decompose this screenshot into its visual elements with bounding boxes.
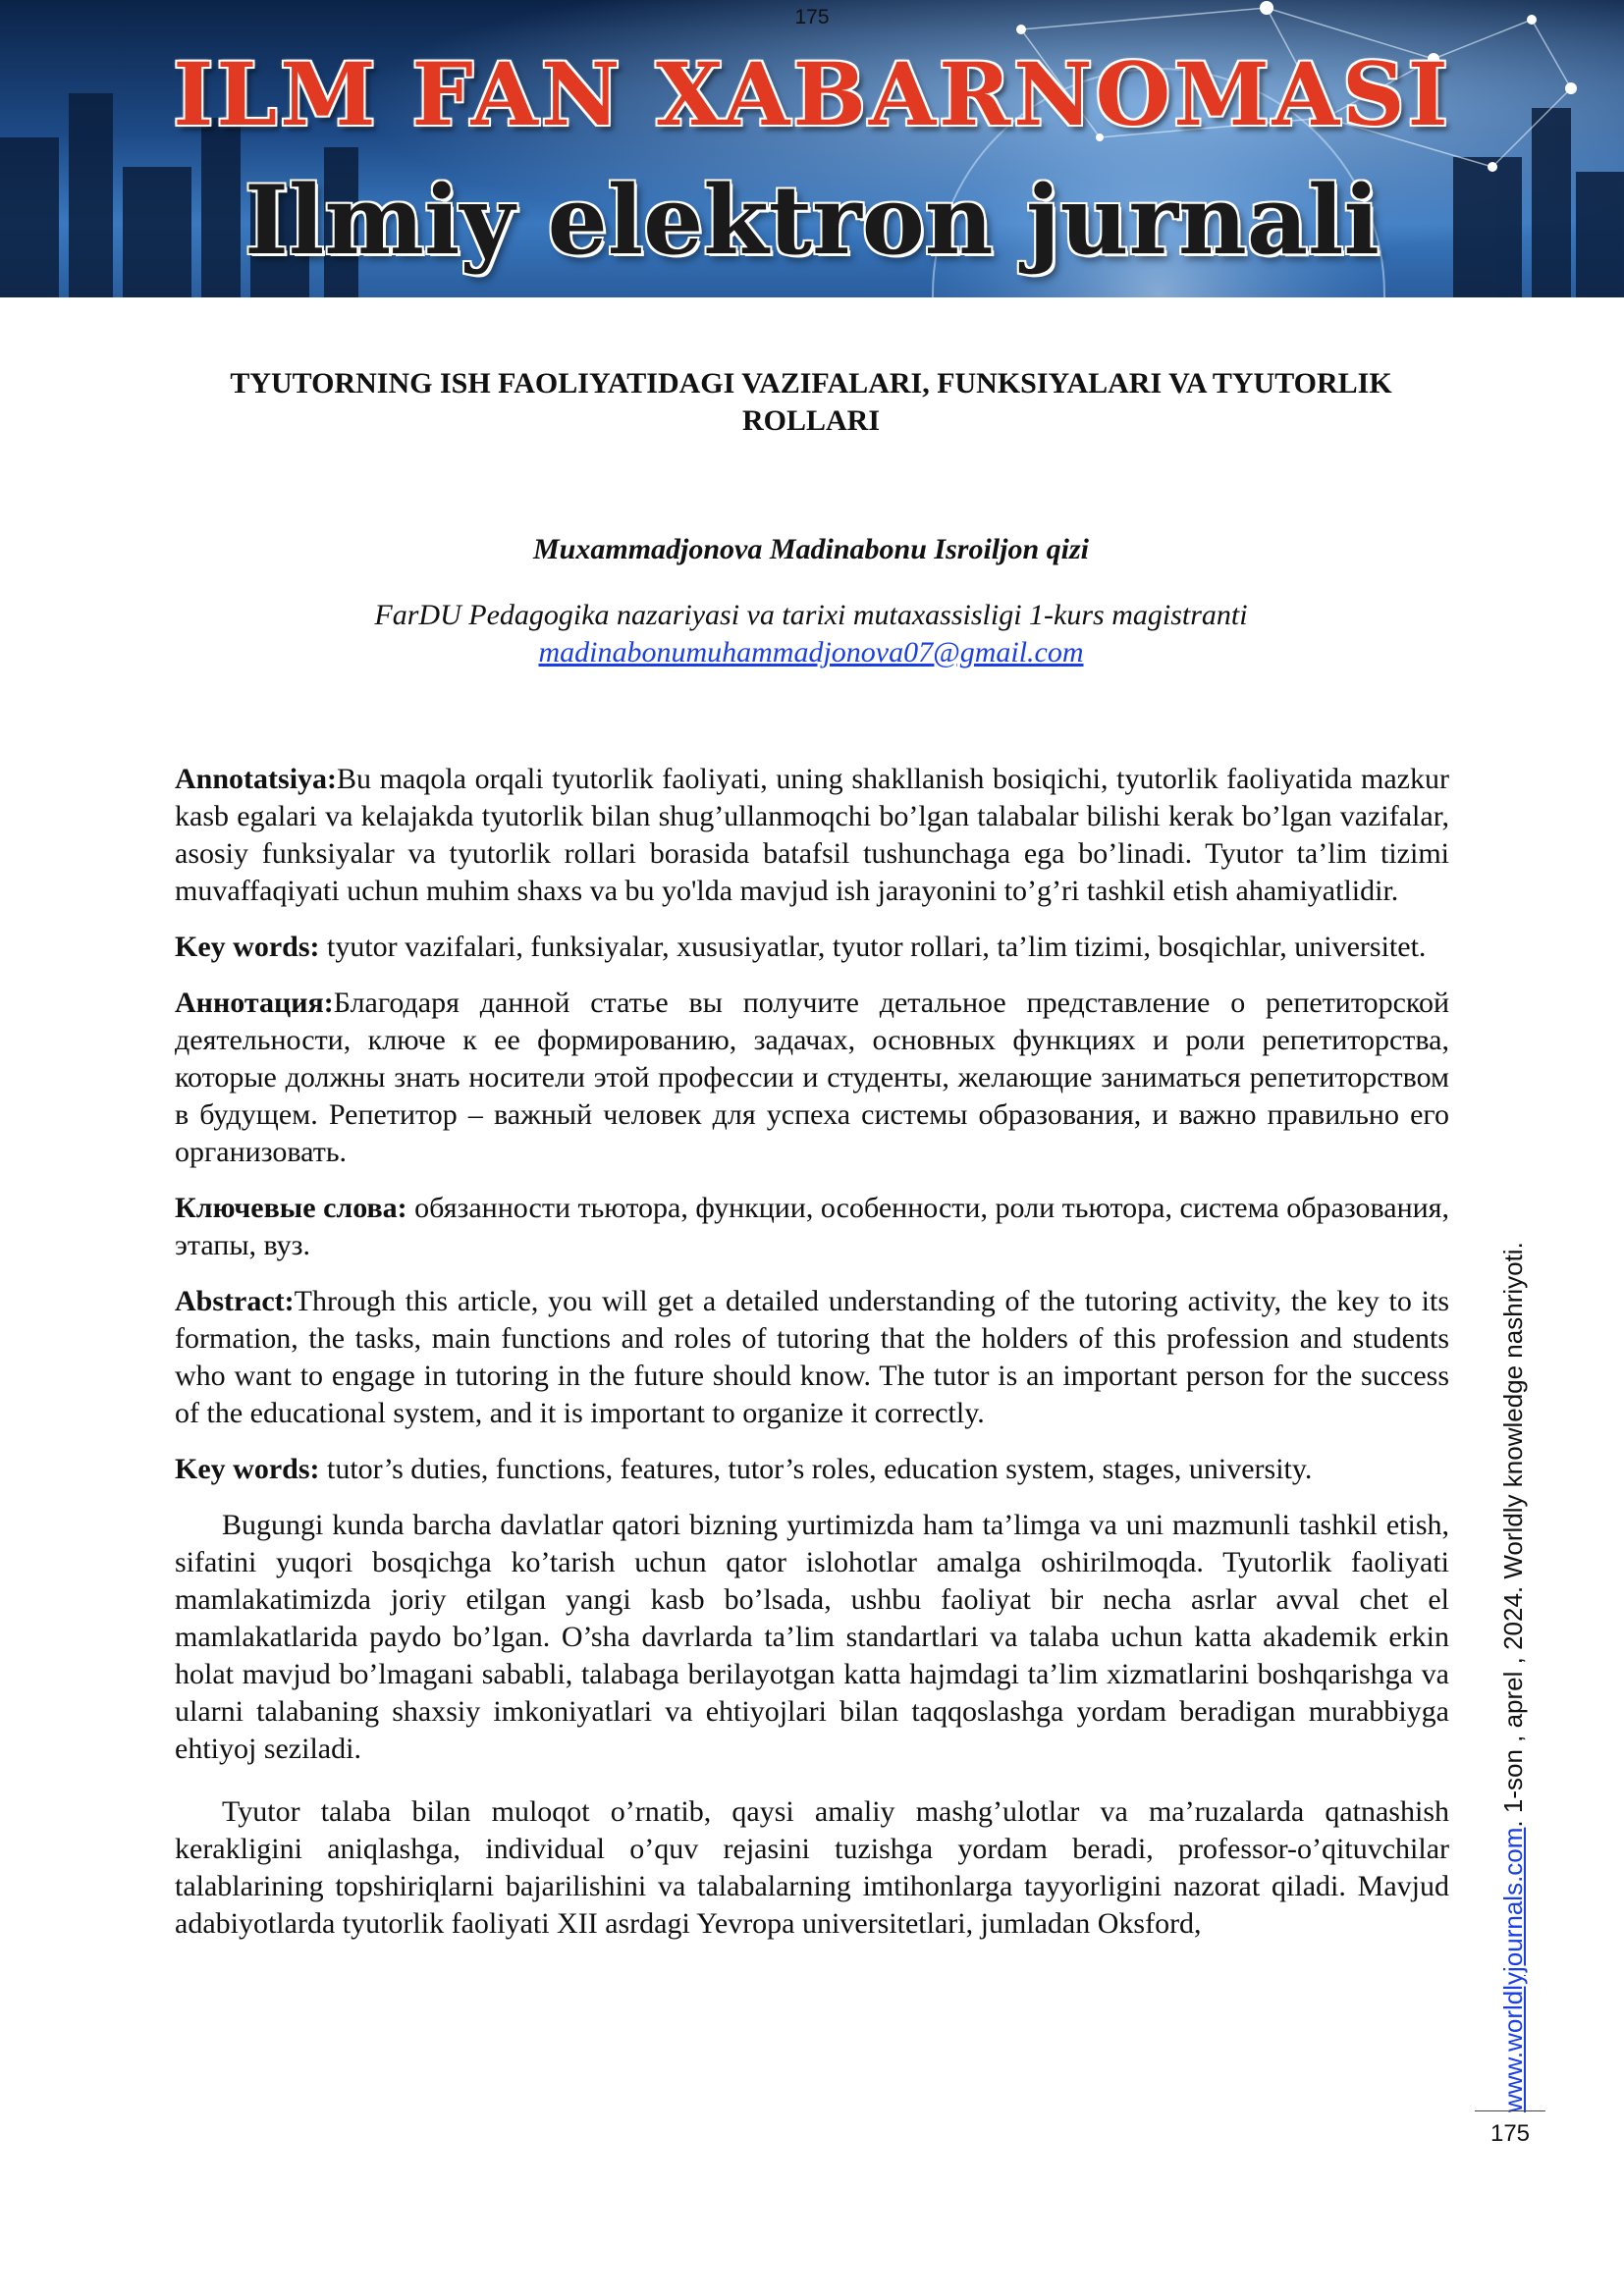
annotation-ru-label: Аннотация: bbox=[175, 987, 334, 1019]
annotation-ru bbox=[175, 985, 1449, 1171]
sidebar-website-link[interactable]: www.worldlyjournals.com bbox=[1498, 1827, 1528, 2112]
keywords-en bbox=[175, 1451, 1449, 1488]
keywords-ru-text: обязанности тьютора, функции, особенности, роли тьютора, система образования, этапы, вуз. bbox=[175, 1192, 1449, 1261]
abstract-en-text: Through this article, you will get a detailed understanding of the tutoring activity, the key to its formation, the tasks, main functions and roles of tutoring that the holders of this profession and students who want to engage in tutoring in the future should know. The tutor is an important person for the success of the educational system, and it is important to organize it correctly. bbox=[175, 1285, 1449, 1429]
journal-banner bbox=[0, 0, 1624, 297]
keywords-uz bbox=[175, 929, 1449, 966]
banner-journal-subtitle: Ilmiy elektron jurnali bbox=[244, 165, 1380, 276]
author-name: Muxammadjonova Madinabonu Isroiljon qizi bbox=[533, 533, 1089, 565]
banner-journal-name: ILM FAN XABARNOMASI bbox=[173, 43, 1451, 145]
annotation-uz bbox=[175, 761, 1449, 910]
abstract-en bbox=[175, 1283, 1449, 1432]
keywords-en-text: tutor’s duties, functions, features, tutor’s roles, education system, stages, university. bbox=[319, 1453, 1313, 1485]
keywords-uz-text: tyutor vazifalari, funksiyalar, xususiyatlar, tyutor rollari, ta’lim tizimi, bosqichlar, universitet. bbox=[319, 931, 1427, 963]
sidebar-issue-info: . 1-son , aprel , 2024. Worldly knowledge nashriyoti. bbox=[1498, 1242, 1528, 1828]
keywords-ru bbox=[175, 1190, 1449, 1264]
keywords-uz-label: Key words: bbox=[175, 931, 320, 963]
author-email-link[interactable]: madinabonumuhammadjonova07@gmail.com bbox=[538, 636, 1084, 668]
keywords-en-label: Key words: bbox=[175, 1453, 320, 1485]
annotation-ru-text: Благодаря данной статье вы получите детальное представление о репетиторской деятельности, ключе к ее формированию, задачах, основных функциях и роли репетиторства, которые должны знать носители этой профессии и студенты, желающие заниматься репетиторством в будущем. Репетитор – важный человек для успеха системы образования, и важно правильно его организовать. bbox=[175, 987, 1449, 1168]
sidebar-journal-info bbox=[1498, 1242, 1529, 2112]
body-paragraph: Tyutor talaba bilan muloqot o’rnatib, qaysi amaliy mashg’ulotlar va ma’ruzalarda qatnashish kerakligini aniqlashga, individual o’quv rejasini tuzishga yordam beradi, professor-o’qituvchilar talablarining topshiriqlarni bajarilishini va talabalarning imtihonlarga tayyorligini nazorat qiladi. Mavjud adabiyotlarda tyutorlik faoliyati XII asrdagi Yevropa universitetlari, jumladan Oksford, bbox=[175, 1795, 1449, 1940]
body-paragraph: Bugungi kunda barcha davlatlar qatori bizning yurtimizda ham ta’limga va uni mazmunli tashkil etish, sifatini yuqori bosqichga ko’tarish uchun qator islohotlar amalga oshirilmoqda. Tyutorlik faoliyati mamlakatimizda joriy etilgan yangi kasb bo’lsada, ushbu faoliyat bir necha asrlar avval chet el mamlakatlarida paydo bo’lgan. O’sha davrlarda ta’lim standartlari va talaba uchun katta akademik erkin holat mavjud bo’lmagani sababli, talabaga berilayotgan katta hajmdagi ta’lim xizmatlarini boshqarishga va ularni talabaning shaxsiy imkoniyatlari va ehtiyojlari bilan taqqoslashga yordam beradigan murabbiyga ehtiyoj seziladi. bbox=[175, 1509, 1449, 1765]
annotation-uz-text: Bu maqola orqali tyutorlik faoliyati, uning shakllanish bosiqichi, tyutorlik faoliyatida mazkur kasb egalari va kelajakda tyutorlik bilan shug’ullanmoqchi bo’lgan talabalar bilishi kerak bo’lgan vazifalar, asosiy funksiyalar va tyutorlik rollari borasida batafsil tushunchaga ega bo’linadi. Tyutor ta’lim tizimi muvaffaqiyati uchun muhim shaxs va bu yo'lda mavjud ish jarayonini to’g’ri tashkil etish ahamiyatlidir. bbox=[175, 763, 1449, 907]
article-title: TYUTORNING ISH FAOLIYATIDAGI VAZIFALARI, FUNKSIYALARI VA TYUTORLIK ROLLARI bbox=[230, 367, 1392, 437]
keywords-ru-label: Ключевые слова: bbox=[175, 1192, 407, 1224]
footer-page-number: 175 bbox=[1489, 2120, 1531, 2147]
article-body bbox=[175, 761, 1449, 1943]
author-affiliation-block bbox=[175, 597, 1447, 671]
footer-divider bbox=[1475, 2110, 1545, 2111]
abstract-en-label: Abstract: bbox=[175, 1285, 295, 1317]
header-page-number: 175 bbox=[794, 6, 830, 28]
annotation-uz-label: Annotatsiya: bbox=[175, 763, 338, 795]
author-affiliation: FarDU Pedagogika nazariyasi va tarixi mutaxassisligi 1-kurs magistranti bbox=[374, 599, 1248, 631]
